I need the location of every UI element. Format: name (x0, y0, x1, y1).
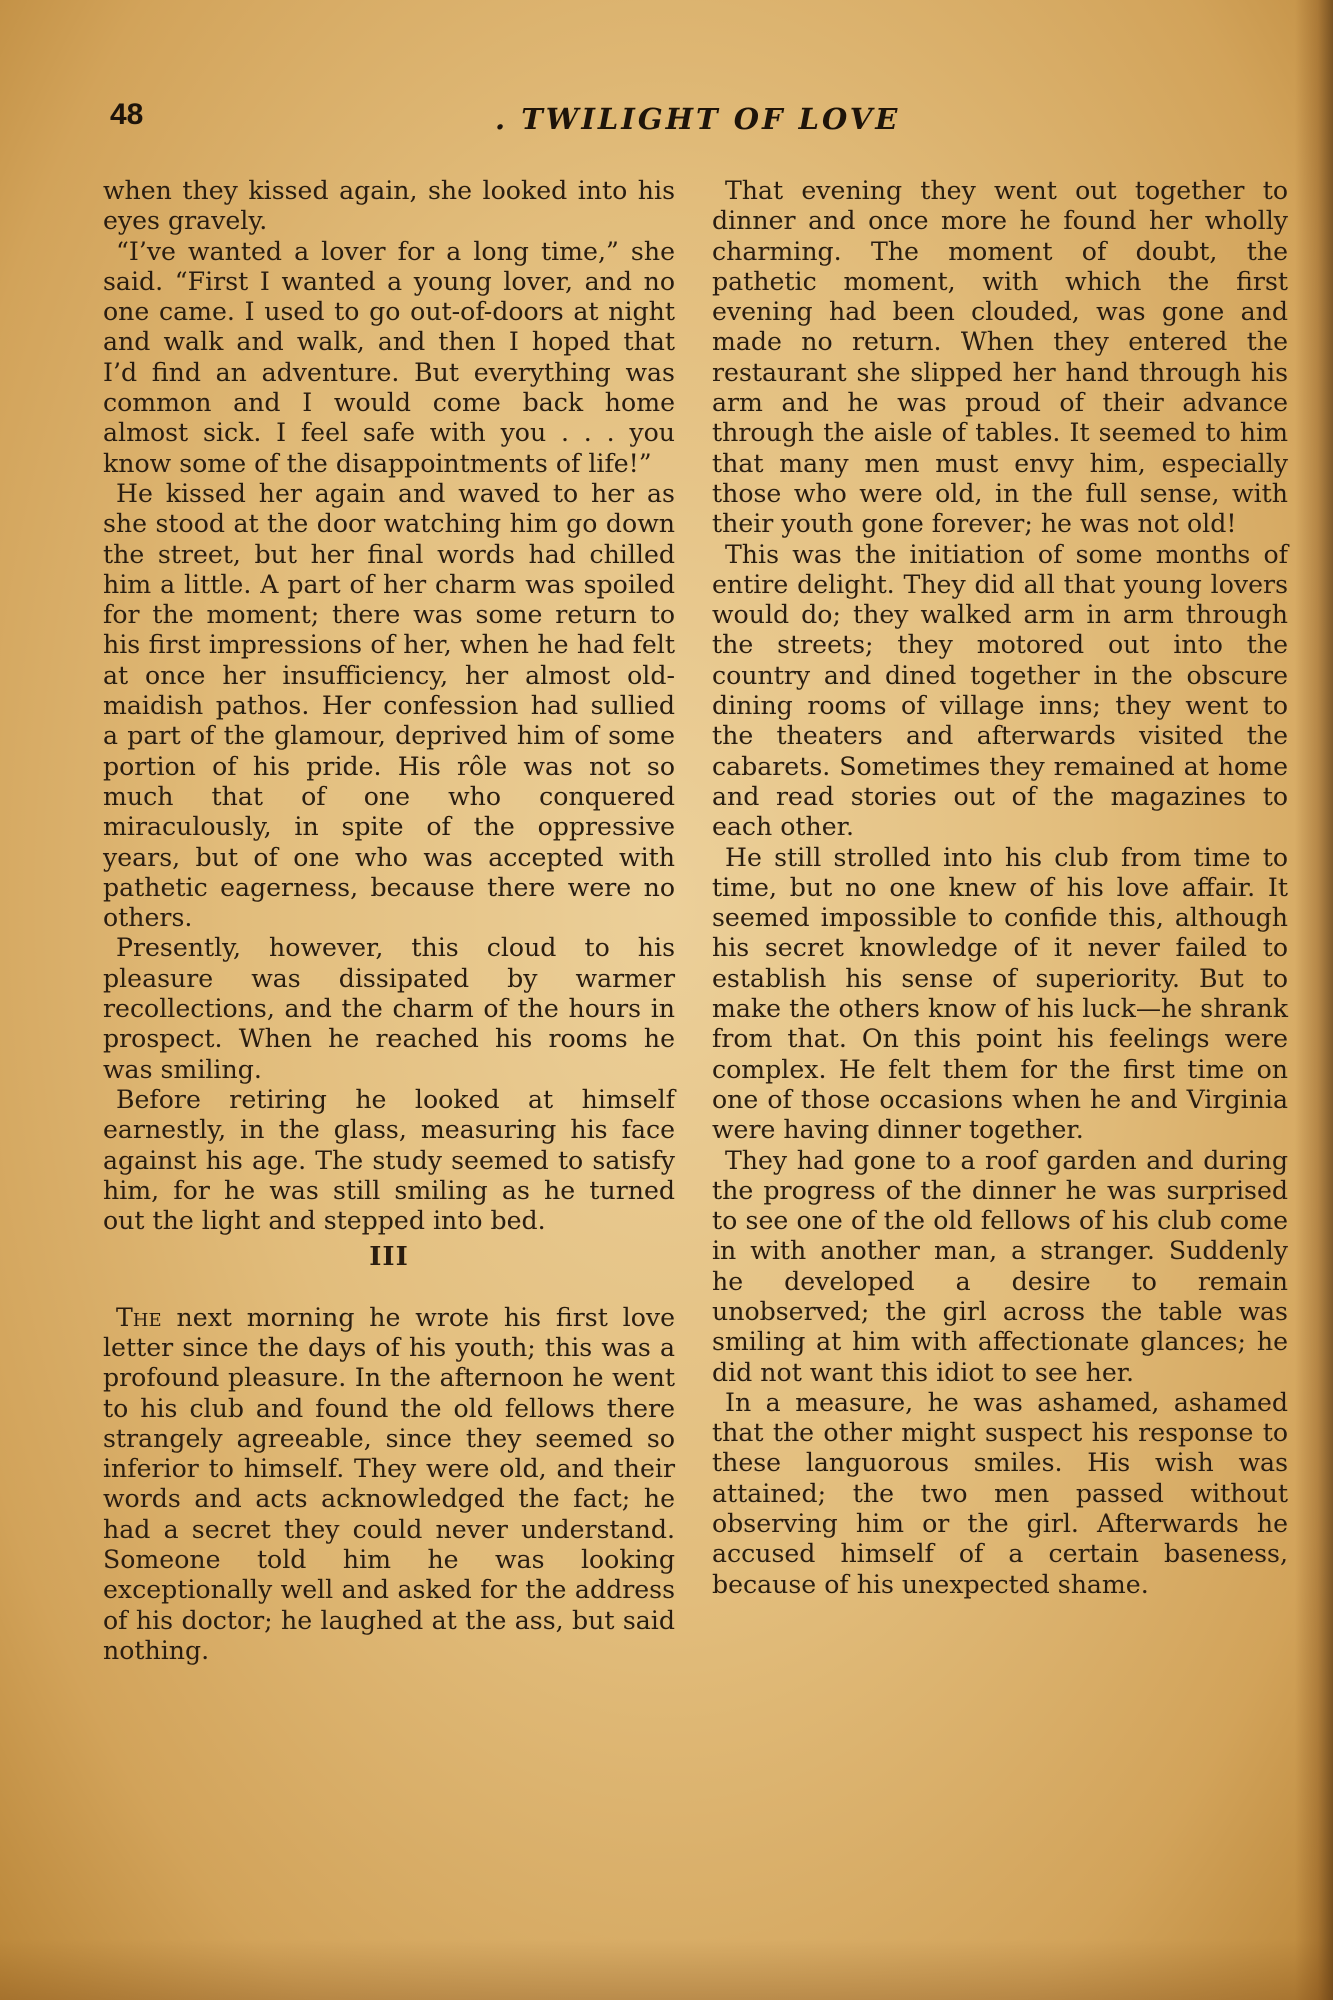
paragraph: He kissed her again and waved to her as she stood at the door watching him go down the street, but her final words had chilled him a little. A part of her charm was spoiled for the moment; there was some return to his first impressions of her, when he had felt at once her insufficiency, her almost old-maidish pathos. Her confession had sullied a part of the glamour, deprived him of some portion of his pride. His rôle was not so much that of one who conquered miraculously, in spite of the oppressive years, but of one who was accepted with pathetic eagerness, because there were no others. (103, 478, 675, 933)
paragraph: Presently, however, this cloud to his pleasure was dissipated by warmer recollections, and the charm of the hours in prospect. When he reached his rooms he was smiling. (103, 933, 675, 1084)
running-title: . TWILIGHT OF LOVE (495, 102, 901, 136)
page-number: 48 (110, 98, 144, 131)
paragraph: They had gone to a roof garden and during the progress of the dinner he was surprised to see one of the old fellows of his club come in with another man, a stranger. Suddenly he developed a desire to remain unobserved; the girl across the table was smiling at him with affectionate glances; he did not want this idiot to see her. (712, 1145, 1288, 1387)
page-bottom-shadow (0, 1940, 1333, 2000)
page-edge-shadow (1295, 0, 1333, 2000)
page-header (105, 98, 1285, 138)
paragraph: This was the initiation of some months of entire delight. They did all that young lovers would do; they walked arm in arm through the streets; they motored out into the country and dined together in the obscure dining rooms of village inns; they went to the theaters and afterwards visited the cabarets. Sometimes they remained at home and read stories out of the magazines to each other. (712, 539, 1288, 842)
paragraph-text: next morning he wrote his first love letter since the days of his youth; this was a profound pleasure. In the afternoon he went to his club and found the old fellows there strangely agreeable, since they seemed so inferior to himself. They were old, and their words and acts acknowledged the fact; he had a secret they could never understand. Someone told him he was looking exceptionally well and asked for the address of his doctor; he laughed at the ass, but said nothing. (103, 1302, 675, 1665)
drop-small-caps: The (116, 1302, 162, 1332)
paragraph: when they kissed again, she looked into his eyes gravely. (103, 176, 675, 236)
paragraph: Before retiring he looked at himself earnestly, in the glass, measuring his face against his age. The study seemed to satisfy him, for he was still smiling as he turned out the light and stepped into bed. (103, 1084, 675, 1236)
paragraph: That evening they went out together to dinner and once more he found her wholly charming. The moment of doubt, the pathetic moment, with which the first evening had been clouded, was gone and made no return. When they entered the restaurant she slipped her hand through his arm and he was proud of their advance through the aisle of tables. It seemed to him that many men must envy him, especially those who were old, in the full sense, with their youth gone forever; he was not old! (712, 176, 1288, 539)
paragraph: He still strolled into his club from time to time, but no one knew of his love affair. It seemed impossible to confide this, although his secret knowledge of it never failed to establish his sense of superiority. But to make the others know of his luck—he shrank from that. On this point his feelings were complex. He felt them for the first time on one of those occasions when he and Virginia were having dinner together. (712, 842, 1288, 1145)
paragraph: In a measure, he was ashamed, ashamed that the other might suspect his response to these languorous smiles. His wish was attained; the two men passed without observing him or the girl. Afterwards he accused himself of a certain baseness, because of his unexpected shame. (712, 1387, 1288, 1599)
paragraph: “I’ve wanted a lover for a long time,” she said. “First I wanted a young lover, and no one came. I used to go out-of-doors at night and walk and walk, and then I hoped that I’d find an adventure. But everything was common and I would come back home almost sick. I feel safe with you . . . you know some of the disappointments of life!” (103, 236, 675, 478)
right-column (712, 176, 1288, 1600)
section-heading: III (369, 1242, 409, 1273)
section-opening-paragraph (103, 1303, 675, 1667)
left-column (103, 176, 675, 1666)
